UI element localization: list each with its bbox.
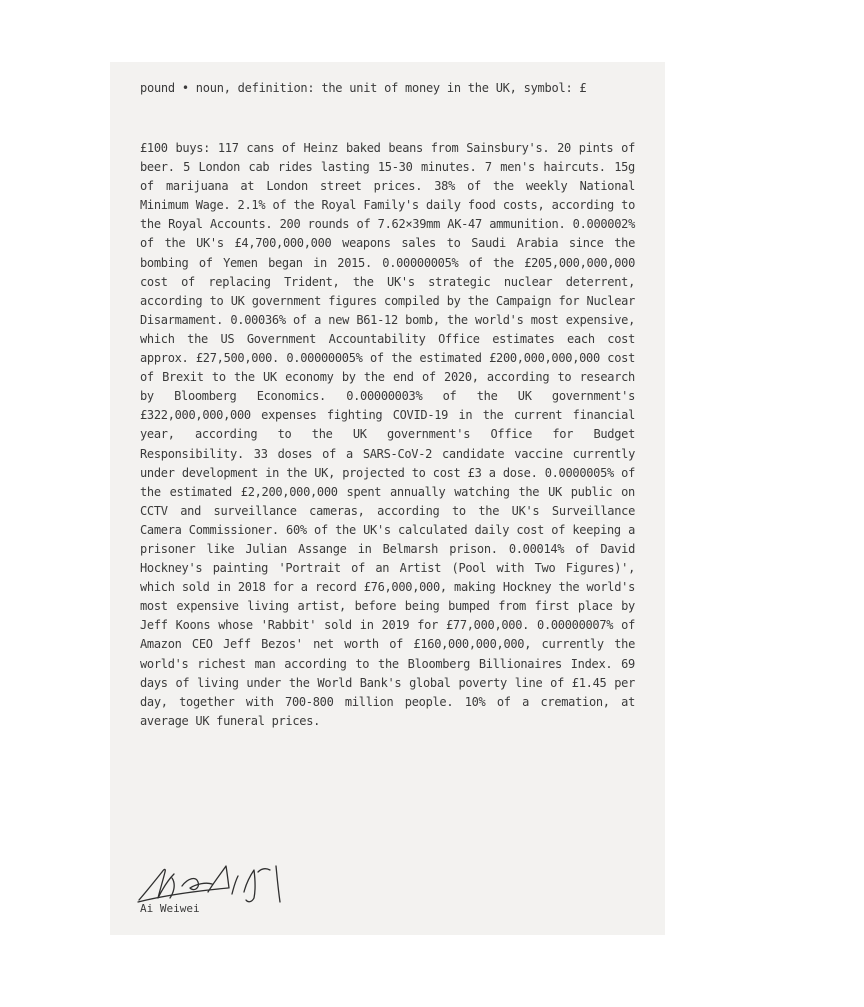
printed-sheet xyxy=(110,62,665,935)
signer-name: Ai Weiwei xyxy=(140,902,200,915)
handwritten-signature xyxy=(136,858,326,906)
definition-line: pound • noun, definition: the unit of money in the UK, symbol: £ xyxy=(140,81,587,95)
body-paragraph: £100 buys: 117 cans of Heinz baked beans from Sainsbury's. 20 pints of beer. 5 London cab rides lasting 15-30 minutes. 7 men's haircuts. 15g of marijuana at London street prices. 38% of the weekly National Minimum Wage. 2.1% of the Royal Family's daily food costs, according to the Royal Accounts. 200 rounds of 7.62×39mm AK-47 ammunition. 0.000002% of the UK's £4,700,000,000 weapons sales to Saudi Arabia since the bombing of Yemen began in 2015. 0.00000005% of the £205,000,000,000 cost of replacing Trident, the UK's strategic nuclear deterrent, according to UK government figures compiled by the Campaign for Nuclear Disarmament. 0.00036% of a new B61-12 bomb, the world's most expensive, which the US Government Accountability Office estimates each cost approx. £27,500,000. 0.00000005% of the estimated £200,000,000,000 cost of Brexit to the UK economy by the end of 2020, according to research by Bloomberg Economics. 0.00000003% of the UK government's £322,000,000,000 expenses fighting COVID-19 in the current financial year, according to the UK government's Office for Budget Responsibility. 33 doses of a SARS-CoV-2 candidate vaccine currently under development in the UK, projected to cost £3 a dose. 0.0000005% of the estimated £2,200,000,000 spent annually watching the UK public on CCTV and surveillance cameras, according to the UK's Surveillance Camera Commissioner. 60% of the UK's calculated daily cost of keeping a prisoner like Julian Assange in Belmarsh prison. 0.00014% of David Hockney's painting 'Portrait of an Artist (Pool with Two Figures)', which sold in 2018 for a record £76,000,000, making Hockney the world's most expensive living artist, before being bumped from first place by Jeff Koons whose 'Rabbit' sold in 2019 for £77,000,000. 0.00000007% of Amazon CEO Jeff Bezos' net worth of £160,000,000,000, currently the world's richest man according to the Bloomberg Billionaires Index. 69 days of living under the World Bank's global poverty line of £1.45 per day, together with 700-800 million people. 10% of a cremation, at average UK funeral prices. xyxy=(140,141,635,728)
